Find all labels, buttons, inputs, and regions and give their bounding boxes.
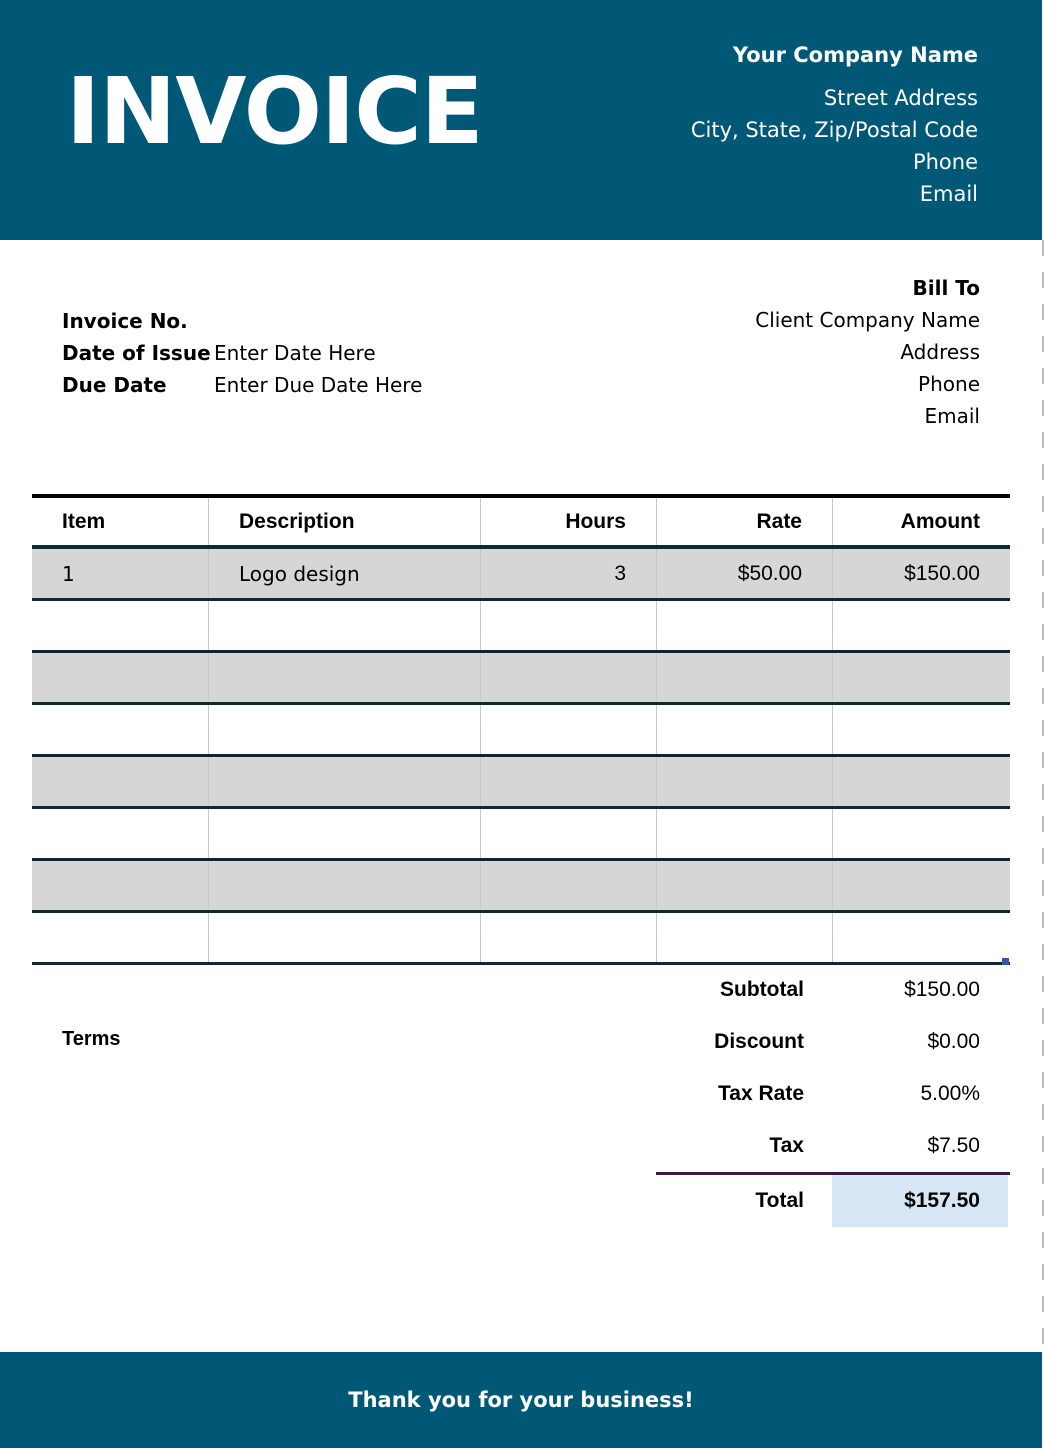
client-phone[interactable]: Phone bbox=[918, 372, 980, 396]
cell-hours[interactable] bbox=[481, 757, 657, 806]
thank-you-footer: Thank you for your business! bbox=[0, 1352, 1042, 1448]
client-company[interactable]: Client Company Name bbox=[755, 308, 980, 332]
cell-item[interactable] bbox=[32, 653, 209, 702]
table-body bbox=[32, 549, 1010, 965]
tax-rate-row bbox=[656, 1068, 1010, 1120]
cell-description[interactable]: Logo design bbox=[209, 549, 481, 598]
header-item: Item bbox=[32, 498, 209, 545]
cell-amount[interactable] bbox=[833, 653, 1010, 702]
bill-to-label: Bill To bbox=[912, 276, 980, 300]
cell-amount[interactable] bbox=[833, 861, 1010, 910]
cell-description[interactable] bbox=[209, 601, 481, 650]
table-header-row bbox=[32, 494, 1010, 549]
cell-description[interactable] bbox=[209, 653, 481, 702]
company-name[interactable]: Your Company Name bbox=[732, 43, 978, 67]
cell-amount[interactable] bbox=[833, 705, 1010, 754]
header-amount: Amount bbox=[900, 509, 980, 533]
invoice-meta bbox=[62, 305, 422, 401]
cell-rate[interactable]: $50.00 bbox=[657, 549, 833, 598]
bill-to bbox=[755, 272, 980, 432]
discount-value[interactable]: $0.00 bbox=[927, 1030, 980, 1053]
cell-rate[interactable] bbox=[657, 601, 833, 650]
invoice-no-label: Invoice No. bbox=[62, 309, 188, 333]
header-description: Description bbox=[209, 498, 481, 545]
header-hours: Hours bbox=[481, 498, 657, 545]
subtotal-row bbox=[656, 964, 1010, 1016]
table-row bbox=[32, 861, 1010, 913]
cell-amount[interactable] bbox=[833, 809, 1010, 858]
cell-description[interactable] bbox=[209, 913, 481, 962]
client-address[interactable]: Address bbox=[900, 340, 980, 364]
header-rate: Rate bbox=[657, 498, 833, 545]
client-email[interactable]: Email bbox=[924, 404, 980, 428]
cell-amount[interactable]: $150.00 bbox=[904, 561, 980, 585]
total-label: Total bbox=[755, 1189, 804, 1212]
cell-rate[interactable] bbox=[657, 653, 833, 702]
cell-hours[interactable] bbox=[481, 809, 657, 858]
table-row bbox=[32, 705, 1010, 757]
cell-rate[interactable] bbox=[657, 809, 833, 858]
cell-rate[interactable] bbox=[657, 861, 833, 910]
subtotal-value[interactable]: $150.00 bbox=[904, 978, 980, 1001]
totals-block bbox=[656, 964, 1010, 1227]
cell-item[interactable] bbox=[32, 861, 209, 910]
cell-description[interactable] bbox=[209, 757, 481, 806]
company-email[interactable]: Email bbox=[919, 182, 978, 206]
table-row bbox=[32, 809, 1010, 861]
invoice-title: INVOICE bbox=[66, 58, 483, 165]
cell-item[interactable] bbox=[32, 601, 209, 650]
cell-hours[interactable]: 3 bbox=[481, 549, 657, 598]
cell-item[interactable] bbox=[32, 913, 209, 962]
table-row bbox=[32, 913, 1010, 965]
company-info bbox=[691, 40, 978, 210]
invoice-no-row bbox=[62, 305, 422, 337]
cell-description[interactable] bbox=[209, 705, 481, 754]
due-date-row bbox=[62, 369, 422, 401]
tax-row bbox=[656, 1120, 1010, 1172]
cell-item[interactable] bbox=[32, 705, 209, 754]
cell-item[interactable]: 1 bbox=[32, 549, 209, 598]
invoice-header bbox=[0, 0, 1042, 240]
cell-hours[interactable] bbox=[481, 705, 657, 754]
cell-item[interactable] bbox=[32, 809, 209, 858]
cell-amount[interactable] bbox=[833, 757, 1010, 806]
cell-hours[interactable] bbox=[481, 653, 657, 702]
company-street[interactable]: Street Address bbox=[823, 86, 978, 110]
date-of-issue-row bbox=[62, 337, 422, 369]
cell-rate[interactable] bbox=[657, 757, 833, 806]
cell-hours[interactable] bbox=[481, 861, 657, 910]
date-of-issue-value[interactable]: Enter Date Here bbox=[214, 341, 376, 365]
subtotal-label: Subtotal bbox=[720, 978, 804, 1001]
due-date-value[interactable]: Enter Due Date Here bbox=[214, 373, 423, 397]
cell-description[interactable] bbox=[209, 809, 481, 858]
tax-label: Tax bbox=[769, 1134, 804, 1157]
line-items-table bbox=[32, 494, 1010, 965]
due-date-label: Due Date bbox=[62, 373, 167, 397]
cell-description[interactable] bbox=[209, 861, 481, 910]
terms-label: Terms bbox=[62, 1028, 121, 1050]
cell-rate[interactable] bbox=[657, 913, 833, 962]
total-row bbox=[656, 1172, 1010, 1227]
tax-value[interactable]: $7.50 bbox=[927, 1134, 980, 1157]
cell-amount[interactable] bbox=[833, 601, 1010, 650]
company-city[interactable]: City, State, Zip/Postal Code bbox=[690, 118, 978, 142]
table-row bbox=[32, 549, 1010, 601]
cell-hours[interactable] bbox=[481, 913, 657, 962]
tax-rate-label: Tax Rate bbox=[718, 1082, 804, 1105]
cell-item[interactable] bbox=[32, 757, 209, 806]
discount-row bbox=[656, 1016, 1010, 1068]
cell-hours[interactable] bbox=[481, 601, 657, 650]
company-phone[interactable]: Phone bbox=[912, 150, 978, 174]
cell-amount[interactable] bbox=[833, 913, 1010, 962]
cell-rate[interactable] bbox=[657, 705, 833, 754]
table-row bbox=[32, 653, 1010, 705]
table-row bbox=[32, 601, 1010, 653]
tax-rate-value[interactable]: 5.00% bbox=[920, 1082, 980, 1105]
total-value[interactable]: $157.50 bbox=[832, 1175, 1008, 1227]
table-row bbox=[32, 757, 1010, 809]
discount-label: Discount bbox=[714, 1030, 804, 1053]
date-of-issue-label: Date of Issue bbox=[62, 341, 211, 365]
